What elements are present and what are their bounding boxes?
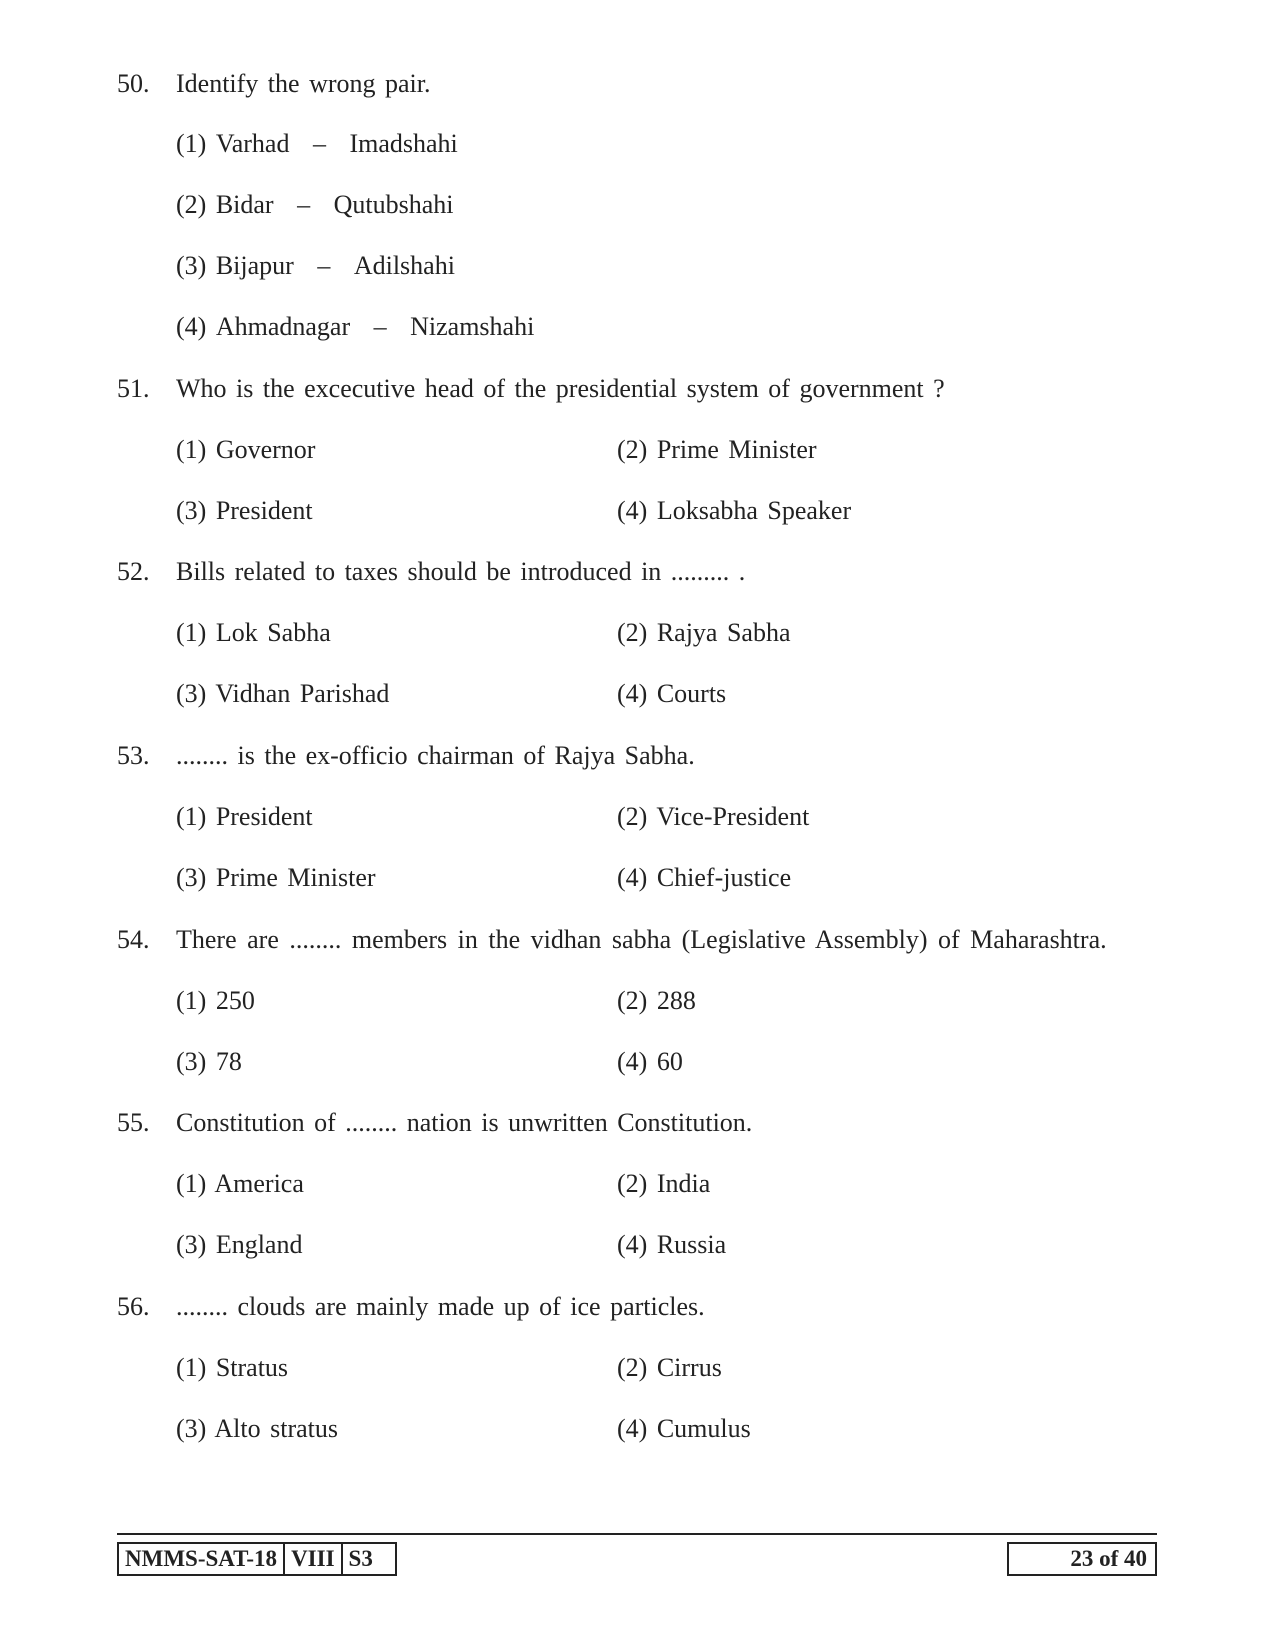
option-3: (3) Prime Minister bbox=[176, 863, 376, 892]
page-number: 23 of 40 bbox=[1070, 1546, 1147, 1571]
exam-set: S3 bbox=[348, 1546, 373, 1571]
question-text: Constitution of ........ nation is unwritten Constitution. bbox=[176, 1108, 753, 1137]
footer-exam-code bbox=[117, 1542, 397, 1576]
option-2: (2) Cirrus bbox=[617, 1353, 722, 1382]
option-1: (1) Lok Sabha bbox=[176, 618, 331, 647]
option-4: (4) Loksabha Speaker bbox=[617, 496, 852, 525]
question-text: ........ clouds are mainly made up of ice particles. bbox=[176, 1292, 705, 1321]
exam-class: VIII bbox=[285, 1544, 342, 1574]
option-3: (3) Vidhan Parishad bbox=[176, 679, 390, 708]
question-number: 56. bbox=[117, 1292, 150, 1321]
question-text: ........ is the ex-officio chairman of Rajya Sabha. bbox=[176, 741, 695, 770]
option-2: (2) India bbox=[617, 1169, 711, 1198]
question-number: 55. bbox=[117, 1108, 150, 1137]
option-1: (1) Governor bbox=[176, 435, 316, 464]
option-1: (1) Stratus bbox=[176, 1353, 289, 1382]
option-2: (2) Vice-President bbox=[617, 802, 810, 831]
question-number: 51. bbox=[117, 374, 150, 403]
option-2: (2) Prime Minister bbox=[617, 435, 817, 464]
option-1: (1) President bbox=[176, 802, 313, 831]
option-2: (2) 288 bbox=[617, 986, 696, 1015]
footer-page-box bbox=[1007, 1542, 1157, 1576]
question-number: 50. bbox=[117, 69, 150, 98]
option-4: (4) Cumulus bbox=[617, 1414, 751, 1443]
question-text: Who is the excecutive head of the presidential system of government ? bbox=[176, 374, 945, 403]
footer-divider bbox=[117, 1533, 1157, 1535]
question-text: There are ........ members in the vidhan sabha (Legislative Assembly) of Maharashtra. bbox=[176, 925, 1107, 954]
question-number: 52. bbox=[117, 557, 150, 586]
question-number: 54. bbox=[117, 925, 150, 954]
exam-code: NMMS-SAT-18 bbox=[119, 1544, 285, 1574]
option-4: (4) Courts bbox=[617, 679, 727, 708]
pair-option-2: (2) Bidar – Qutubshahi bbox=[176, 190, 454, 219]
option-4: (4) 60 bbox=[617, 1047, 683, 1076]
pair-option-4: (4) Ahmadnagar – Nizamshahi bbox=[176, 312, 535, 341]
option-3: (3) Alto stratus bbox=[176, 1414, 338, 1443]
option-4: (4) Chief-justice bbox=[617, 863, 792, 892]
question-text: Identify the wrong pair. bbox=[176, 69, 431, 98]
option-3: (3) England bbox=[176, 1230, 303, 1259]
option-3: (3) President bbox=[176, 496, 313, 525]
question-text: Bills related to taxes should be introduced in ......... . bbox=[176, 557, 746, 586]
pair-option-1: (1) Varhad – Imadshahi bbox=[176, 129, 458, 158]
option-4: (4) Russia bbox=[617, 1230, 727, 1259]
option-1: (1) America bbox=[176, 1169, 304, 1198]
option-3: (3) 78 bbox=[176, 1047, 242, 1076]
pair-option-3: (3) Bijapur – Adilshahi bbox=[176, 251, 455, 280]
option-1: (1) 250 bbox=[176, 986, 255, 1015]
option-2: (2) Rajya Sabha bbox=[617, 618, 791, 647]
question-number: 53. bbox=[117, 741, 150, 770]
